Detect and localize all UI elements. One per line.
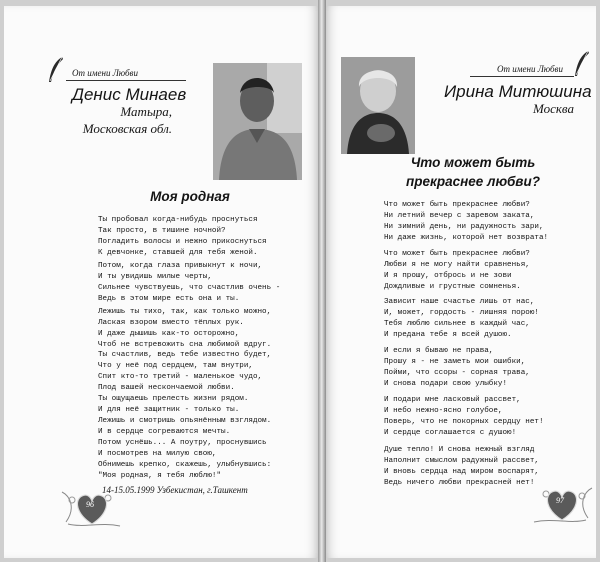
poem-stanza: Ты ощущаешь прелесть жизни рядом. И для неё защитник - только ты. Лежишь и смотришь опьянённым взглядом. И в сердце согреваются мечты.: [98, 395, 272, 436]
author-place-line: Матыра,: [120, 104, 172, 119]
author-name: Ирина Митюшина: [444, 82, 592, 101]
header-label: От имени Любви: [72, 68, 138, 78]
author-place-line: Москва: [532, 101, 574, 116]
quill-pen-icon: [46, 56, 66, 84]
page-number: 96: [86, 500, 94, 509]
poem-stanza: И подари мне ласковый рассвет, И небо нежно-ясно голубое, Поверь, что не покорных сердцу нет! И сердце соглашается с душою!: [384, 396, 544, 437]
photo-portrait: [213, 63, 302, 180]
poem-title-line: Что может быть: [410, 155, 536, 170]
poem-stanza: И если я бываю не права, Прошу я - не заметь мои ошибки, Пойми, что ссоры - сорная трава, И снова подари свою улыбку!: [384, 347, 530, 388]
poem-stanza: Что может быть прекраснее любви? Ни летний вечер с заревом заката, Ни зимний день, ни радужность зари, Ни даже жизнь, которой нет возврата!: [384, 201, 549, 242]
poem-stanza: Ты счастлив, ведь тебе известно будет, Что у неё под сердцем, там внутри, Спит кто-то третий - маленькое чудо, Плод вашей нескончаемой любви.: [98, 351, 272, 392]
poem-stanza: Потом, когда глаза привыкнут к ночи, И ты увидишь милые черты, Сильнее чувствуешь, что счастлив очень - Ведь в этом мире есть она и ты.: [98, 262, 281, 303]
author-place: [68, 103, 172, 137]
poem-title: Моя родная: [150, 189, 230, 204]
author-photo: [341, 57, 415, 154]
poem-signature: 14-15.05.1999 Узбекистан, г.Ташкент: [102, 485, 248, 495]
page-number: 97: [556, 496, 564, 505]
poem-stanza: Потом уснёшь... А поутру, проснувшись И посмотрев на милую свою, Обнимешь крепко, скажешь, улыбнувшись: "Моя родная, я тебя люблю!": [98, 439, 272, 480]
author-place: [474, 100, 574, 117]
poem-stanza: Душе тепло! И снова нежный взгляд Наполнит смыслом радужный рассвет, И вновь сердца над миром воспарят, Ведь ничего любви прекрасней нет!: [384, 446, 539, 487]
author-name: Денис Минаев: [72, 85, 187, 104]
poem-stanza: Зависит наше счастье лишь от нас, И, может, гордость - лишняя порою! Тебя люблю сильнее в каждый час, И предана тебе я всей душою.: [384, 298, 539, 339]
header-label: От имени Любви: [497, 64, 563, 74]
photo-portrait: [341, 57, 415, 154]
author-photo: [213, 63, 302, 180]
quill-pen-icon: [572, 50, 592, 78]
poem-stanza: Что может быть прекраснее любви? Любви я не могу найти сравненья, И я прошу, отбрось и не зови Дождливые и грустные сомненья.: [384, 250, 530, 291]
poem-title: [398, 153, 548, 191]
author-place-line: Московская обл.: [82, 121, 172, 136]
poem-stanza: Лежишь ты тихо, так, как только можно, Лаская взором вместо тёплых рук. И даже дышишь как-то осторожно, Чтоб не встревожить сна любимой вдруг.: [98, 308, 272, 349]
poem-stanza: Ты пробовал когда-нибудь проснуться Так просто, в тишине ночной? Погладить волосы и нежно прикоснуться К девчонке, ставшей для тебя женой.: [98, 216, 267, 257]
header-rule: [66, 80, 186, 81]
book-spine: [318, 0, 326, 562]
poem-title-line: прекраснее любви?: [406, 174, 540, 189]
header-rule: [470, 76, 574, 77]
